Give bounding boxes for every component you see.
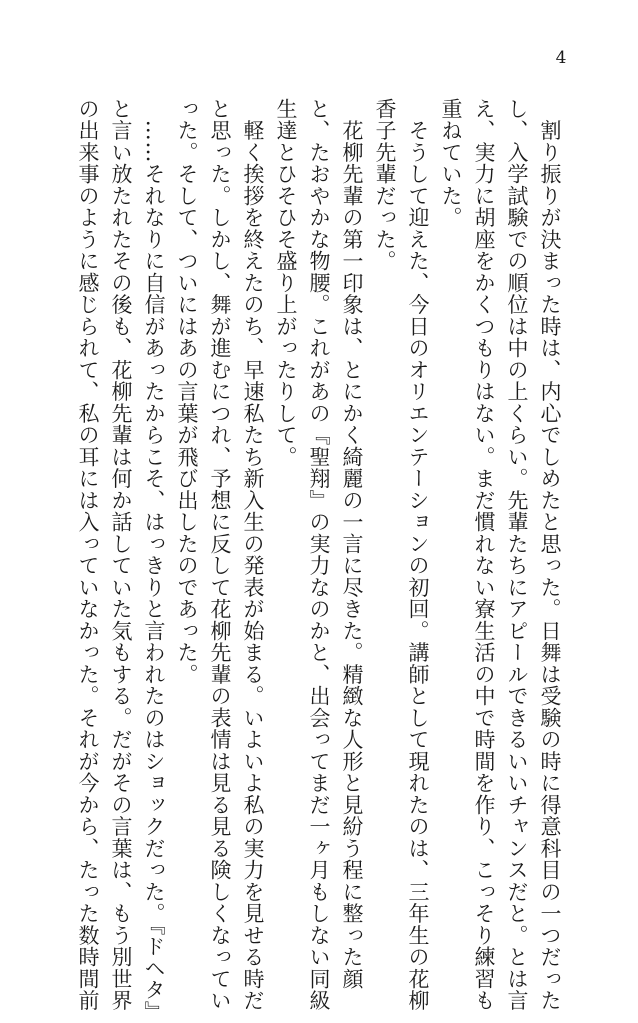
text-column: そうして迎えた、今日のオリエンテーションの初回。講師として現れたのは、三年生の花柳 [406, 98, 430, 1012]
text-column: った。そして、ついにはあの言葉が飛び出したのであった。 [175, 98, 199, 686]
text-column: え、実力に胡座をかくつもりはない。まだ慣れない寮生活の中で時間を作り、こっそり練習も [472, 98, 496, 1012]
text-column: の出来事のように感じられて、私の耳には入っていなかった。それが今から、たった数時間前 [76, 98, 100, 1012]
text-column: 軽く挨拶を終えたのち、早速私たち新入生の発表が始まる。いよいよ私の実力を見せる時だ [241, 98, 265, 1012]
text-column: 香子先輩だった。 [373, 98, 397, 272]
text-column: と言い放たれたその後も、花柳先輩は何か話していた気もする。だがその言葉は、もう別世界 [109, 98, 133, 1012]
text-column: 割り振りが決まった時は、内心でしめたと思った。日舞は受験の時に得意科目の一つだった [538, 98, 562, 1012]
text-column: と思った。しかし、舞が進むにつれ、予想に反して花柳先輩の表情は見る見る険しくなってい [208, 98, 232, 1012]
text-column: と、たおやかな物腰。これがあの『聖翔』の実力なのかと、出会ってまだ一ヶ月もしない同級 [307, 98, 331, 1012]
text-column: 重ねていた。 [439, 98, 463, 229]
text-column: し、入学試験での順位は中の上くらい。先輩たちにアピールできるいいチャンスだと。とは言 [505, 98, 529, 1012]
page-number: 4 [555, 48, 567, 68]
text-column: 生達とひそひそ盛り上がったりして。 [274, 98, 298, 468]
text-column: 花柳先輩の第一印象は、とにかく綺麗の一言に尽きた。精緻な人形と見紛う程に整った顔 [340, 98, 364, 990]
novel-body-text [71, 98, 566, 1023]
text-column: ……それなりに自信があったからこそ、はっきりと言われたのはショックだった。『ドヘタ』 [142, 98, 166, 1023]
